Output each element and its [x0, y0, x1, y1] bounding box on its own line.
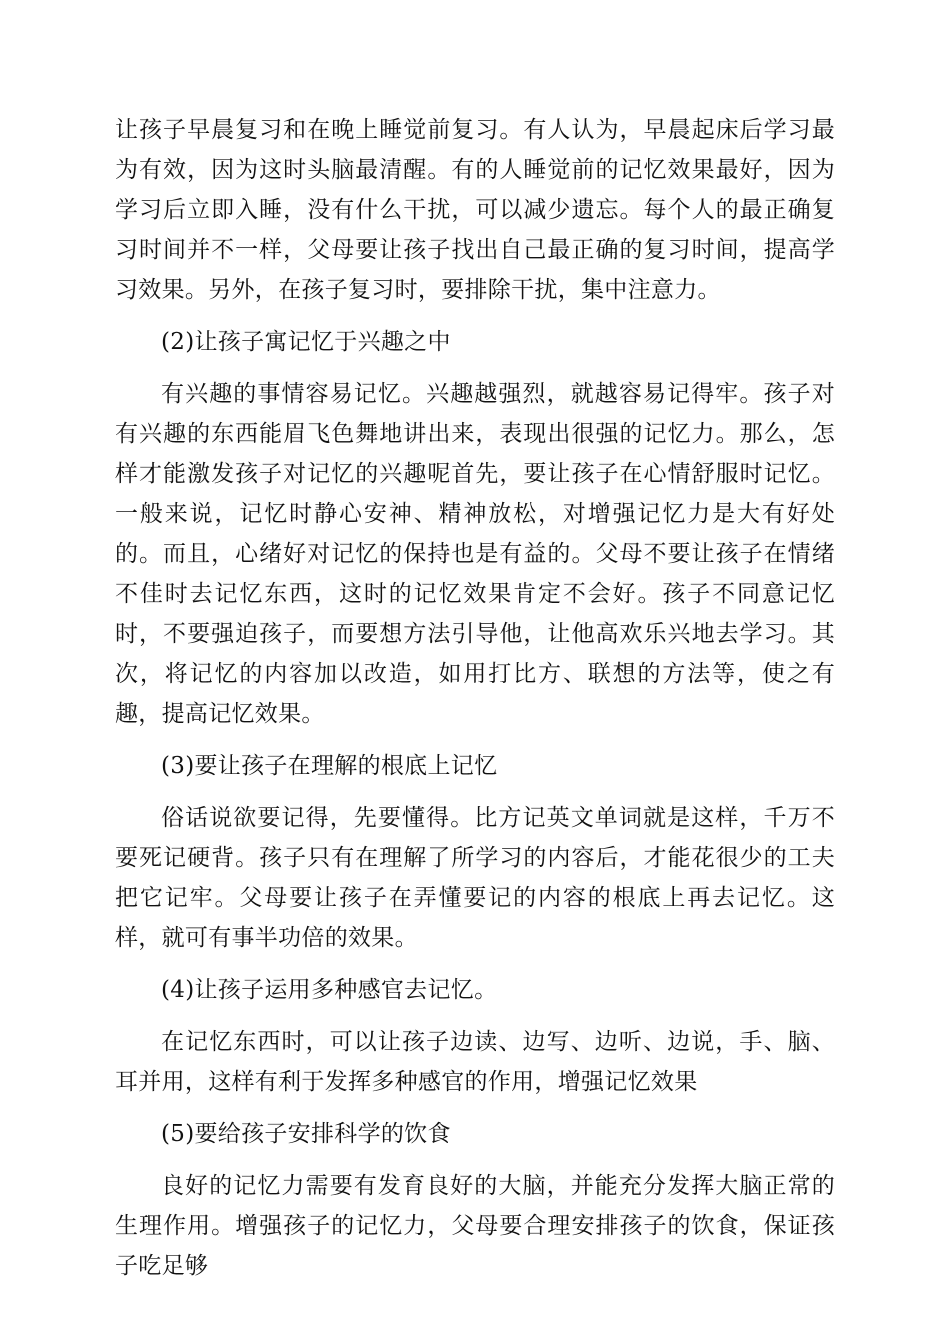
- paragraph-interest-memory: 有兴趣的事情容易记忆。兴趣越强烈，就越容易记得牢。孩子对有兴趣的东西能眉飞色舞地讲出来，表现出很强的记忆力。那么，怎样才能激发孩子对记忆的兴趣呢首先，要让孩子在心情舒服时记忆。一般来说，记忆时静心安神、精神放松，对增强记忆力是大有好处的。而且，心绪好对记忆的保持也是有益的。父母不要让孩子在情绪不佳时去记忆东西，这时的记忆效果肯定不会好。孩子不同意记忆时，不要强迫孩子，而要想方法引导他，让他高欢乐兴地去学习。其次，将记忆的内容加以改造，如用打比方、联想的方法等，使之有趣，提高记忆效果。: [115, 381, 835, 727]
- section-heading-4: (4)让孩子运用多种感官去记忆。: [161, 977, 498, 1003]
- paragraph-review-timing: 让孩子早晨复习和在晚上睡觉前复习。有人认为，早晨起床后学习最为有效，因为这时头脑最清醒。有的人睡觉前的记忆效果最好，因为学习后立即入睡，没有什么干扰，可以减少遗忘。每个人的最正确复习时间并不一样，父母要让孩子找出自己最正确的复习时间，提高学习效果。另外，在孩子复习时，要排除干扰，集中注意力。: [115, 117, 835, 303]
- paragraph-multi-sense: 在记忆东西时，可以让孩子边读、边写、边听、边说，手、脑、耳并用，这样有利于发挥多种感官的作用，增强记忆效果: [115, 1029, 835, 1095]
- section-heading-5: (5)要给孩子安排科学的饮食: [161, 1121, 451, 1147]
- paragraph-understanding-memory: 俗话说欲要记得，先要懂得。比方记英文单词就是这样，千万不要死记硬背。孩子只有在理解了所学习的内容后，才能花很少的工夫把它记牢。父母要让孩子在弄懂要记的内容的根底上再去记忆。这样，就可有事半功倍的效果。: [115, 805, 835, 951]
- document-body: [115, 110, 835, 1298]
- paragraph-diet: 良好的记忆力需要有发育良好的大脑，并能充分发挥大脑正常的生理作用。增强孩子的记忆力，父母要合理安排孩子的饮食，保证孩子吃足够: [115, 1173, 835, 1279]
- section-heading-3: (3)要让孩子在理解的根底上记忆: [161, 753, 498, 779]
- section-heading-2: (2)让孩子寓记忆于兴趣之中: [161, 329, 451, 355]
